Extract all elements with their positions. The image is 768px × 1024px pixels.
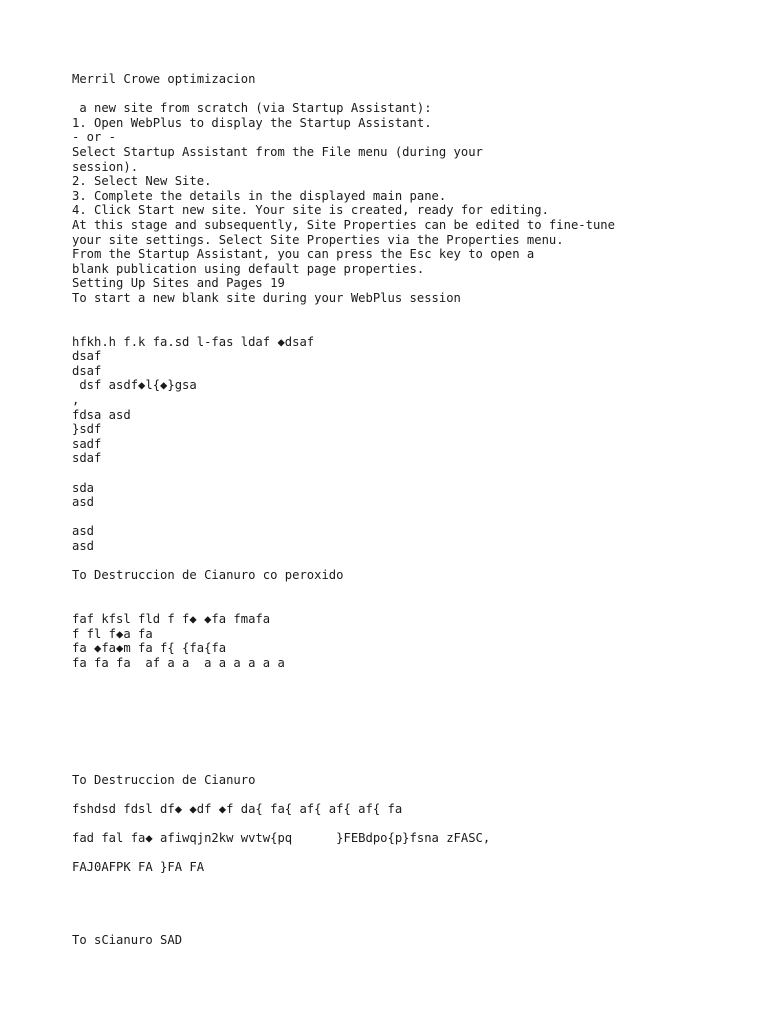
text-line: fdsa asd	[72, 407, 131, 422]
text-line: To start a new blank site during your WebPlus session	[72, 290, 461, 305]
text-line: 4. Click Start new site. Your site is created, ready for editing.	[72, 203, 549, 218]
text-line	[72, 743, 732, 758]
text-line: blank publication using default page properties.	[72, 261, 425, 276]
text-line: fad fal fa◆ afiwqjn2kw wvtw{pq }FEBdpo{p}fsna zFASC,	[72, 830, 491, 845]
text-line	[72, 918, 732, 933]
text-line	[72, 510, 732, 525]
text-line	[72, 554, 732, 569]
text-line	[72, 670, 732, 685]
text-line: your site settings. Select Site Properties via the Properties menu.	[72, 232, 564, 247]
text-line: 3. Complete the details in the displayed main pane.	[72, 188, 447, 203]
text-line: dsaf	[72, 349, 102, 364]
text-line: 1. Open WebPlus to display the Startup Assistant.	[72, 115, 432, 130]
text-line: asd	[72, 539, 95, 553]
text-line	[72, 87, 732, 102]
text-line: FAJ0AFPK FA }FA FA	[72, 860, 205, 875]
text-line	[72, 597, 732, 612]
text-line: To Destruccion de Cianuro	[72, 772, 256, 787]
text-line: fshdsd fdsl df◆ ◆df ◆f da{ fa{ af{ af{ af{ fa	[72, 801, 403, 816]
text-line: session).	[72, 159, 139, 174]
text-line	[72, 583, 732, 598]
text-line: asd	[72, 495, 95, 510]
text-line: Setting Up Sites and Pages 19	[72, 276, 285, 291]
text-line: sdaf	[72, 451, 102, 466]
text-line: sda	[72, 480, 95, 495]
text-line: 2. Select New Site.	[72, 174, 212, 189]
text-line: Select Startup Assistant from the File menu (during your	[72, 144, 483, 159]
text-line	[72, 466, 732, 481]
text-line: dsaf	[72, 363, 102, 378]
text-line	[72, 685, 732, 700]
text-line: To Destruccion de Cianuro co peroxido	[72, 568, 344, 583]
text-line: ,	[72, 393, 80, 408]
text-line: asd	[72, 524, 95, 539]
text-line: dsf asdf◆l{◆}gsa	[72, 378, 197, 393]
text-line: - or -	[72, 130, 117, 145]
text-line	[72, 816, 732, 831]
text-line	[72, 787, 732, 802]
text-line: a new site from scratch (via Startup Assistant):	[72, 101, 432, 116]
text-line: fa fa fa af a a a a a a a a	[72, 655, 285, 670]
text-line: fa ◆fa◆m fa f{ {fa{fa	[72, 641, 227, 656]
text-line: faf kfsl fld f f◆ ◆fa fmafa	[72, 611, 271, 626]
text-line: sadf	[72, 436, 102, 451]
text-line: From the Startup Assistant, you can press the Esc key to open a	[72, 247, 535, 262]
text-line	[72, 758, 732, 773]
text-line: At this stage and subsequently, Site Properties can be edited to fine-tune	[72, 217, 615, 232]
text-line	[72, 845, 732, 860]
document-page	[72, 72, 732, 948]
text-line: }sdf	[72, 422, 102, 437]
text-line	[72, 306, 732, 321]
text-line	[72, 875, 732, 890]
text-line	[72, 700, 732, 715]
text-line	[72, 904, 732, 919]
text-line	[72, 889, 732, 904]
text-line: Merril Crowe optimizacion	[72, 72, 256, 86]
text-line: f fl f◆a fa	[72, 626, 153, 641]
text-line: hfkh.h f.k fa.sd l-fas ldaf ◆dsaf	[72, 334, 315, 349]
text-line	[72, 714, 732, 729]
text-line	[72, 729, 732, 744]
text-line	[72, 320, 732, 335]
text-line: To sCianuro SAD	[72, 933, 183, 948]
